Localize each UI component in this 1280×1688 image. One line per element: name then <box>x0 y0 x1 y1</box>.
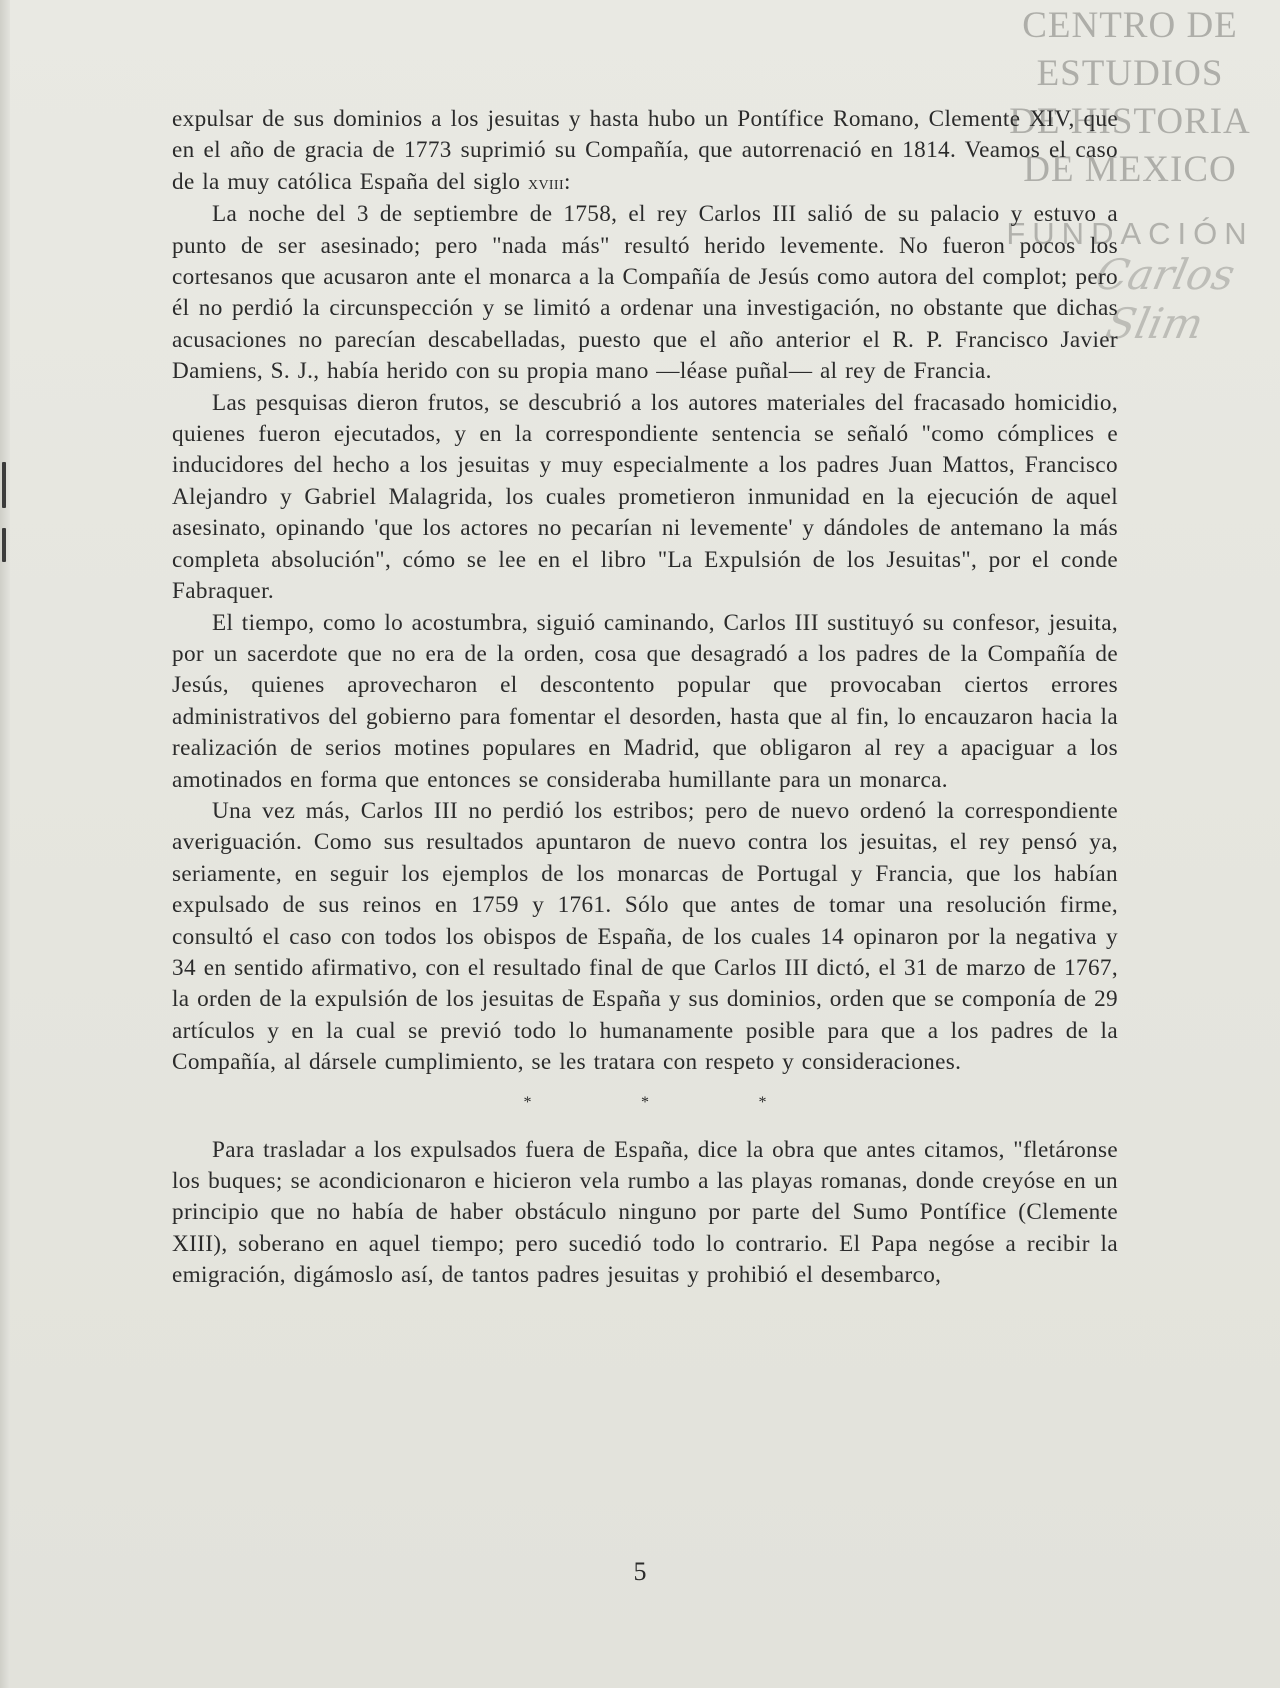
scan-edge <box>0 0 10 1688</box>
paragraph-text: : <box>563 168 571 195</box>
paragraph: El tiempo, como lo acostumbra, siguió caminando, Carlos III sustituyó su confesor, jesuita, por un sacerdote que no era de la orden, cosa que desagradó a los padres de la Compañía de Jesús, quienes aprovecharon el descontento popular que provocaban ciertos errores administrativos del gobierno para fomentar el desorden, hasta que al fin, lo encauzaron hacia la realización de serios motines populares en Madrid, que obligaron al rey a apaciguar a los amotinados en forma que entonces se consideraba humillante para un monarca. <box>172 609 1118 793</box>
watermark-signature: Carlos Slim <box>1091 250 1240 348</box>
paragraph: Para trasladar a los expulsados fuera de España, dice la obra que antes citamos, "fletáronse los buques; se acondicionaron e hicieron vela rumbo a las playas romanas, donde creyóse en un principio que no había de haber obstáculo ninguno por parte del Sumo Pontífice (Clemente XIII), soberano en aquel tiempo; pero sucedió todo lo contrario. El Papa negóse a recibir la emigración, digámoslo así, de tantos padres jesuitas y prohibió el desembarco, <box>172 1136 1118 1289</box>
watermark-foundation: FUNDACIÓN <box>1006 216 1254 251</box>
paragraph <box>172 104 1118 199</box>
watermark-line: CENTRO DE <box>1022 5 1238 46</box>
century-numeral: xviii <box>528 171 564 194</box>
page-number: 5 <box>633 1557 647 1586</box>
paragraph-text: expulsar de sus dominios a los jesuitas y hasta hubo un Pontífice Romano, Clemente XIV, que en el año de gracia de 1773 suprimió su Compañía, que autorrenació en 1814. Veamos el caso de la muy católica España del siglo <box>172 106 1118 195</box>
watermark-line: ESTUDIOS <box>1036 53 1224 94</box>
watermark-line: DE HISTORIA <box>1009 101 1251 142</box>
paragraph: La noche del 3 de septiembre de 1758, el rey Carlos III salió de su palacio y estuvo a punto de ser asesinado; pero "nada más" resultó herido levemente. No fueron pocos los cortesanos que acusaron ante el monarca a la Compañía de Jesús como autora del complot; pero él no perdió la circunspección y se limitó a ordenar una investigación, no obstante que dichas acusaciones no parecían descabelladas, puesto que el año anterior el R. P. Francisco Javier Damiens, S. J., había herido con su propia mano —léase puñal— al rey de Francia. <box>172 201 1118 385</box>
body-text <box>172 104 1118 1292</box>
watermark-line: DE MEXICO <box>1023 149 1237 190</box>
section-separator: * * * <box>523 1093 819 1111</box>
paragraph: Las pesquisas dieron frutos, se descubrió a los autores materiales del fracasado homicidio, quienes fueron ejecutados, y en la correspondiente sentencia se señaló "como cómplices e inducidores del hecho a los jesuitas y muy especialmente a los padres Juan Mattos, Francisco Alejandro y Gabriel Malagrida, los cuales prometieron inmunidad en la ejecución de aquel asesinato, opinando 'que los actores no pecarían ni levemente' y dándoles de antemano la más completa absolución", cómo se lee en el libro "La Expulsión de los Jesuitas", por el conde Fabraquer. <box>172 389 1118 605</box>
paragraph: Una vez más, Carlos III no perdió los estribos; pero de nuevo ordenó la correspondiente averiguación. Como sus resultados apuntaron de nuevo contra los jesuitas, el rey pensó ya, seriamente, en seguir los ejemplos de los monarcas de Portugal y Francia, que los habían expulsado de sus reinos en 1759 y 1761. Sólo que antes de tomar una resolución firme, consultó el caso con todos los obispos de España, de los cuales 14 opinaron por la negativa y 34 en sentido afirmativo, con el resultado final de que Carlos III dictó, el 31 de marzo de 1767, la orden de la expulsión de los jesuitas de España y sus dominios, orden que se componía de 29 artículos y en la cual se previó todo lo humanamente posible para que a los padres de la Compañía, al dársele cumplimiento, se les tratara con respeto y consideraciones. <box>172 797 1118 1076</box>
binding-mark <box>2 528 6 562</box>
binding-mark <box>2 462 6 508</box>
